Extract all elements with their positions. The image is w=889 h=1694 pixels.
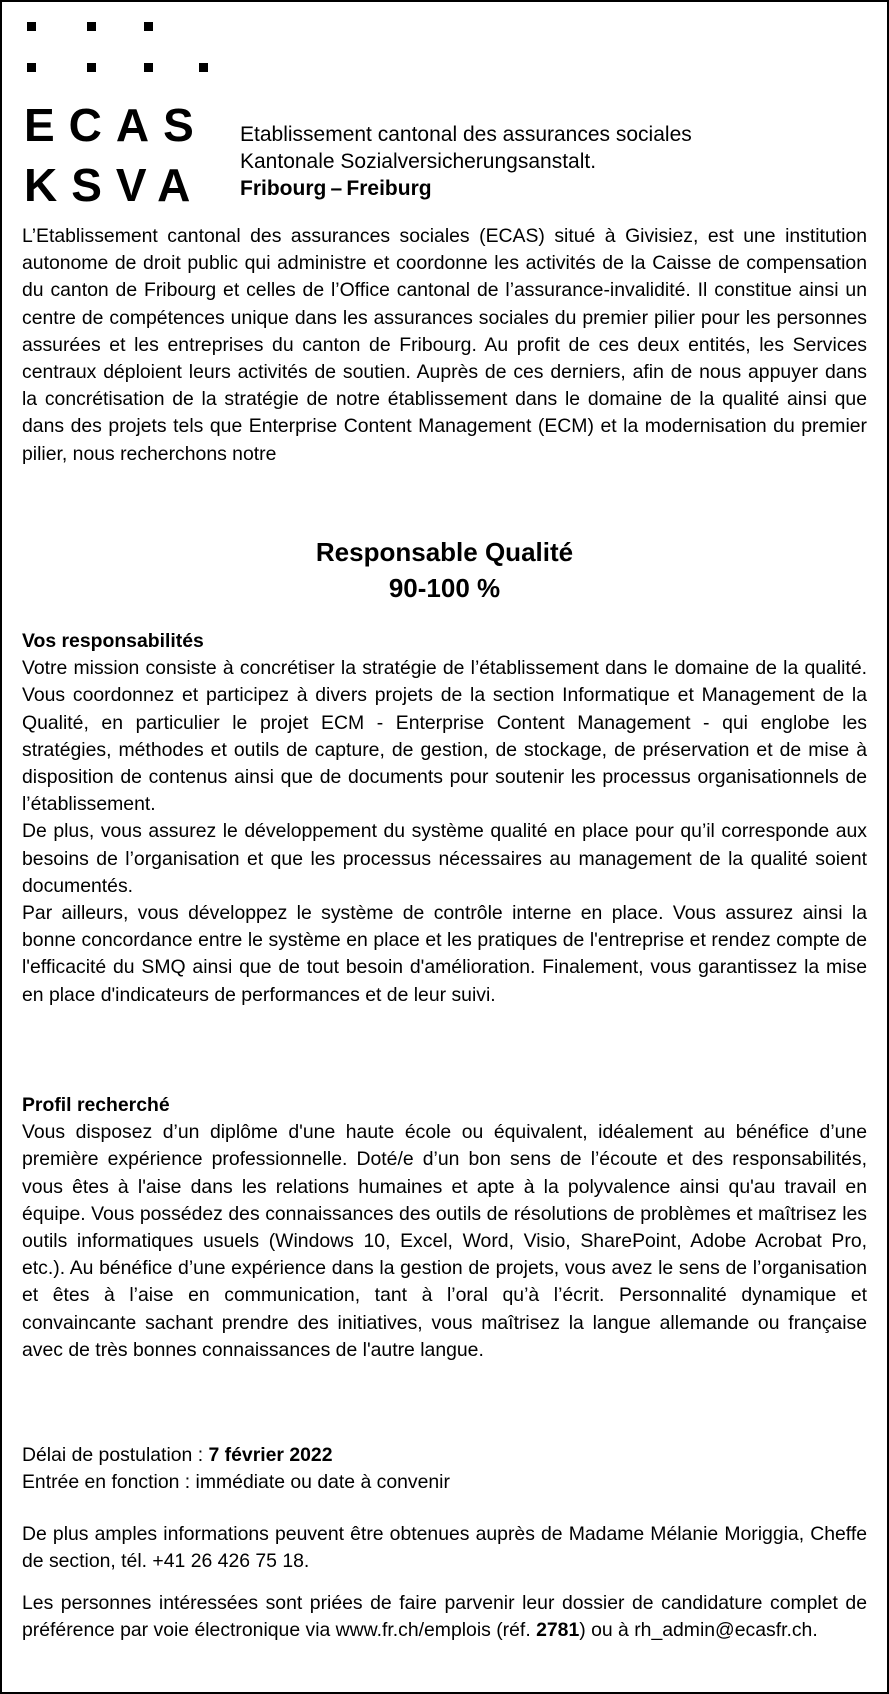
contact-text: De plus amples informations peuvent être obtenues auprès de Madame Mélanie Moriggia, Cheffe de section, tél. +41 26 426 75 18. [22,1523,867,1573]
contact-section [22,1521,867,1575]
job-title: Responsable Qualité [315,537,574,567]
responsibilities-section [22,628,867,1009]
logo-text-ksva: KSVA [24,159,205,211]
deadline-label: Délai de postulation : [22,1444,204,1466]
logo-dots-row [24,22,214,30]
deadline-line [22,1442,867,1469]
profile-title: Profil recherché [22,1094,170,1116]
application-text-before: Les personnes intéressées sont priées de faire parvenir leur dossier de candidature complet de préférence par voie électronique via www.fr.ch/emplois (réf. [22,1592,867,1642]
organization-name-fr: Etablissement cantonal des assurances sociales [240,123,692,146]
organization-location: Fribourg – Freiburg [240,177,432,200]
application-section [22,1590,867,1644]
profile-section [22,1092,867,1364]
ecas-ksva-logo [24,16,214,216]
organization-name-de: Kantonale Sozialversicherungsanstalt. [240,150,597,173]
responsibilities-title: Vos responsabilités [22,630,204,652]
application-ref: 2781 [536,1619,580,1642]
responsibilities-paragraph: Votre mission consiste à concrétiser la stratégie de l’établissement dans le domaine de la qualité. Vous coordonnez et participez à divers projets de la section Informatique et Management de la Qualité, en particulier le projet ECM - Enterprise Content Management - qui englobe les stratégies, méthodes et outils de capture, de gestion, de stockage, de préservation et de mise à disposition de contenus ainsi que de documents pour soutenir les processus organisationnels de l’établissement. [22,657,867,816]
responsibilities-paragraph: De plus, vous assurez le développement du système qualité en place pour qu’il corresponde aux besoins de l’organisation et que les processus nécessaires au management de la qualité soient documentés. [22,820,867,897]
job-title-block [2,534,887,606]
intro-text: L’Etablissement cantonal des assurances sociales (ECAS) situé à Givisiez, est une institution autonome de droit public qui administre et coordonne les activités de la Caisse de compensation du canton de Fribourg et celles de l’Office cantonal de l’assurance-invalidité. Il constitue ainsi un centre de compétences unique dans les assurances sociales du premier pilier pour les personnes assurées et les entreprises du canton de Fribourg. Au profit de ces deux entités, les Services centraux déploient leurs activités de soutien. Auprès de ces derniers, afin de nous appuyer dans la concrétisation de la stratégie de notre établissement dans le domaine de la qualité ainsi que dans des projets tels que Enterprise Content Management (ECM) et la modernisation du premier pilier, nous recherchons notre [22,225,867,465]
deadline-value: 7 février 2022 [208,1444,333,1466]
application-text [22,1590,867,1644]
dates-section [22,1442,867,1496]
logo-text-ecas: ECAS [24,99,208,151]
application-text-after: ) ou à rh_admin@ecasfr.ch. [579,1619,818,1642]
logo-dots-row [24,63,214,71]
organization-block [240,121,692,202]
intro-paragraph [22,223,867,468]
start-line: Entrée en fonction : immédiate ou date à convenir [22,1471,450,1494]
job-rate: 90-100 % [388,573,501,603]
profile-text: Vous disposez d’un diplôme d'une haute école ou équivalent, idéalement au bénéfice d’une première expérience professionnelle. Doté/e d’un bon sens de l’écoute et des responsabilités, vous êtes à l'aise dans les relations humaines et apte à la polyvalence ainsi qu'au travail en équipe. Vous possédez des connaissances des outils de résolutions de problèmes et maîtrisez les outils informatiques usuels (Windows 10, Excel, Word, Visio, SharePoint, Adobe Acrobat Pro, etc.). Au bénéfice d’une expérience dans la gestion de projets, vous avez le sens de l’organisation et êtes à l’aise en communication, tant à l’oral qu’à l’écrit. Personnalité dynamique et convaincante sachant prendre des initiatives, vous maîtrisez la langue allemande ou française avec de très bonnes connaissances de l'autre langue. [22,1121,867,1361]
responsibilities-paragraph: Par ailleurs, vous développez le système de contrôle interne en place. Vous assurez ainsi la bonne concordance entre le système en place et les pratiques de l'entreprise et rendez compte de l'efficacité du SMQ ainsi que de tout besoin d'amélioration. Finalement, vous garantissez la mise en place d'indicateurs de performances et de leur suivi. [22,902,867,1006]
